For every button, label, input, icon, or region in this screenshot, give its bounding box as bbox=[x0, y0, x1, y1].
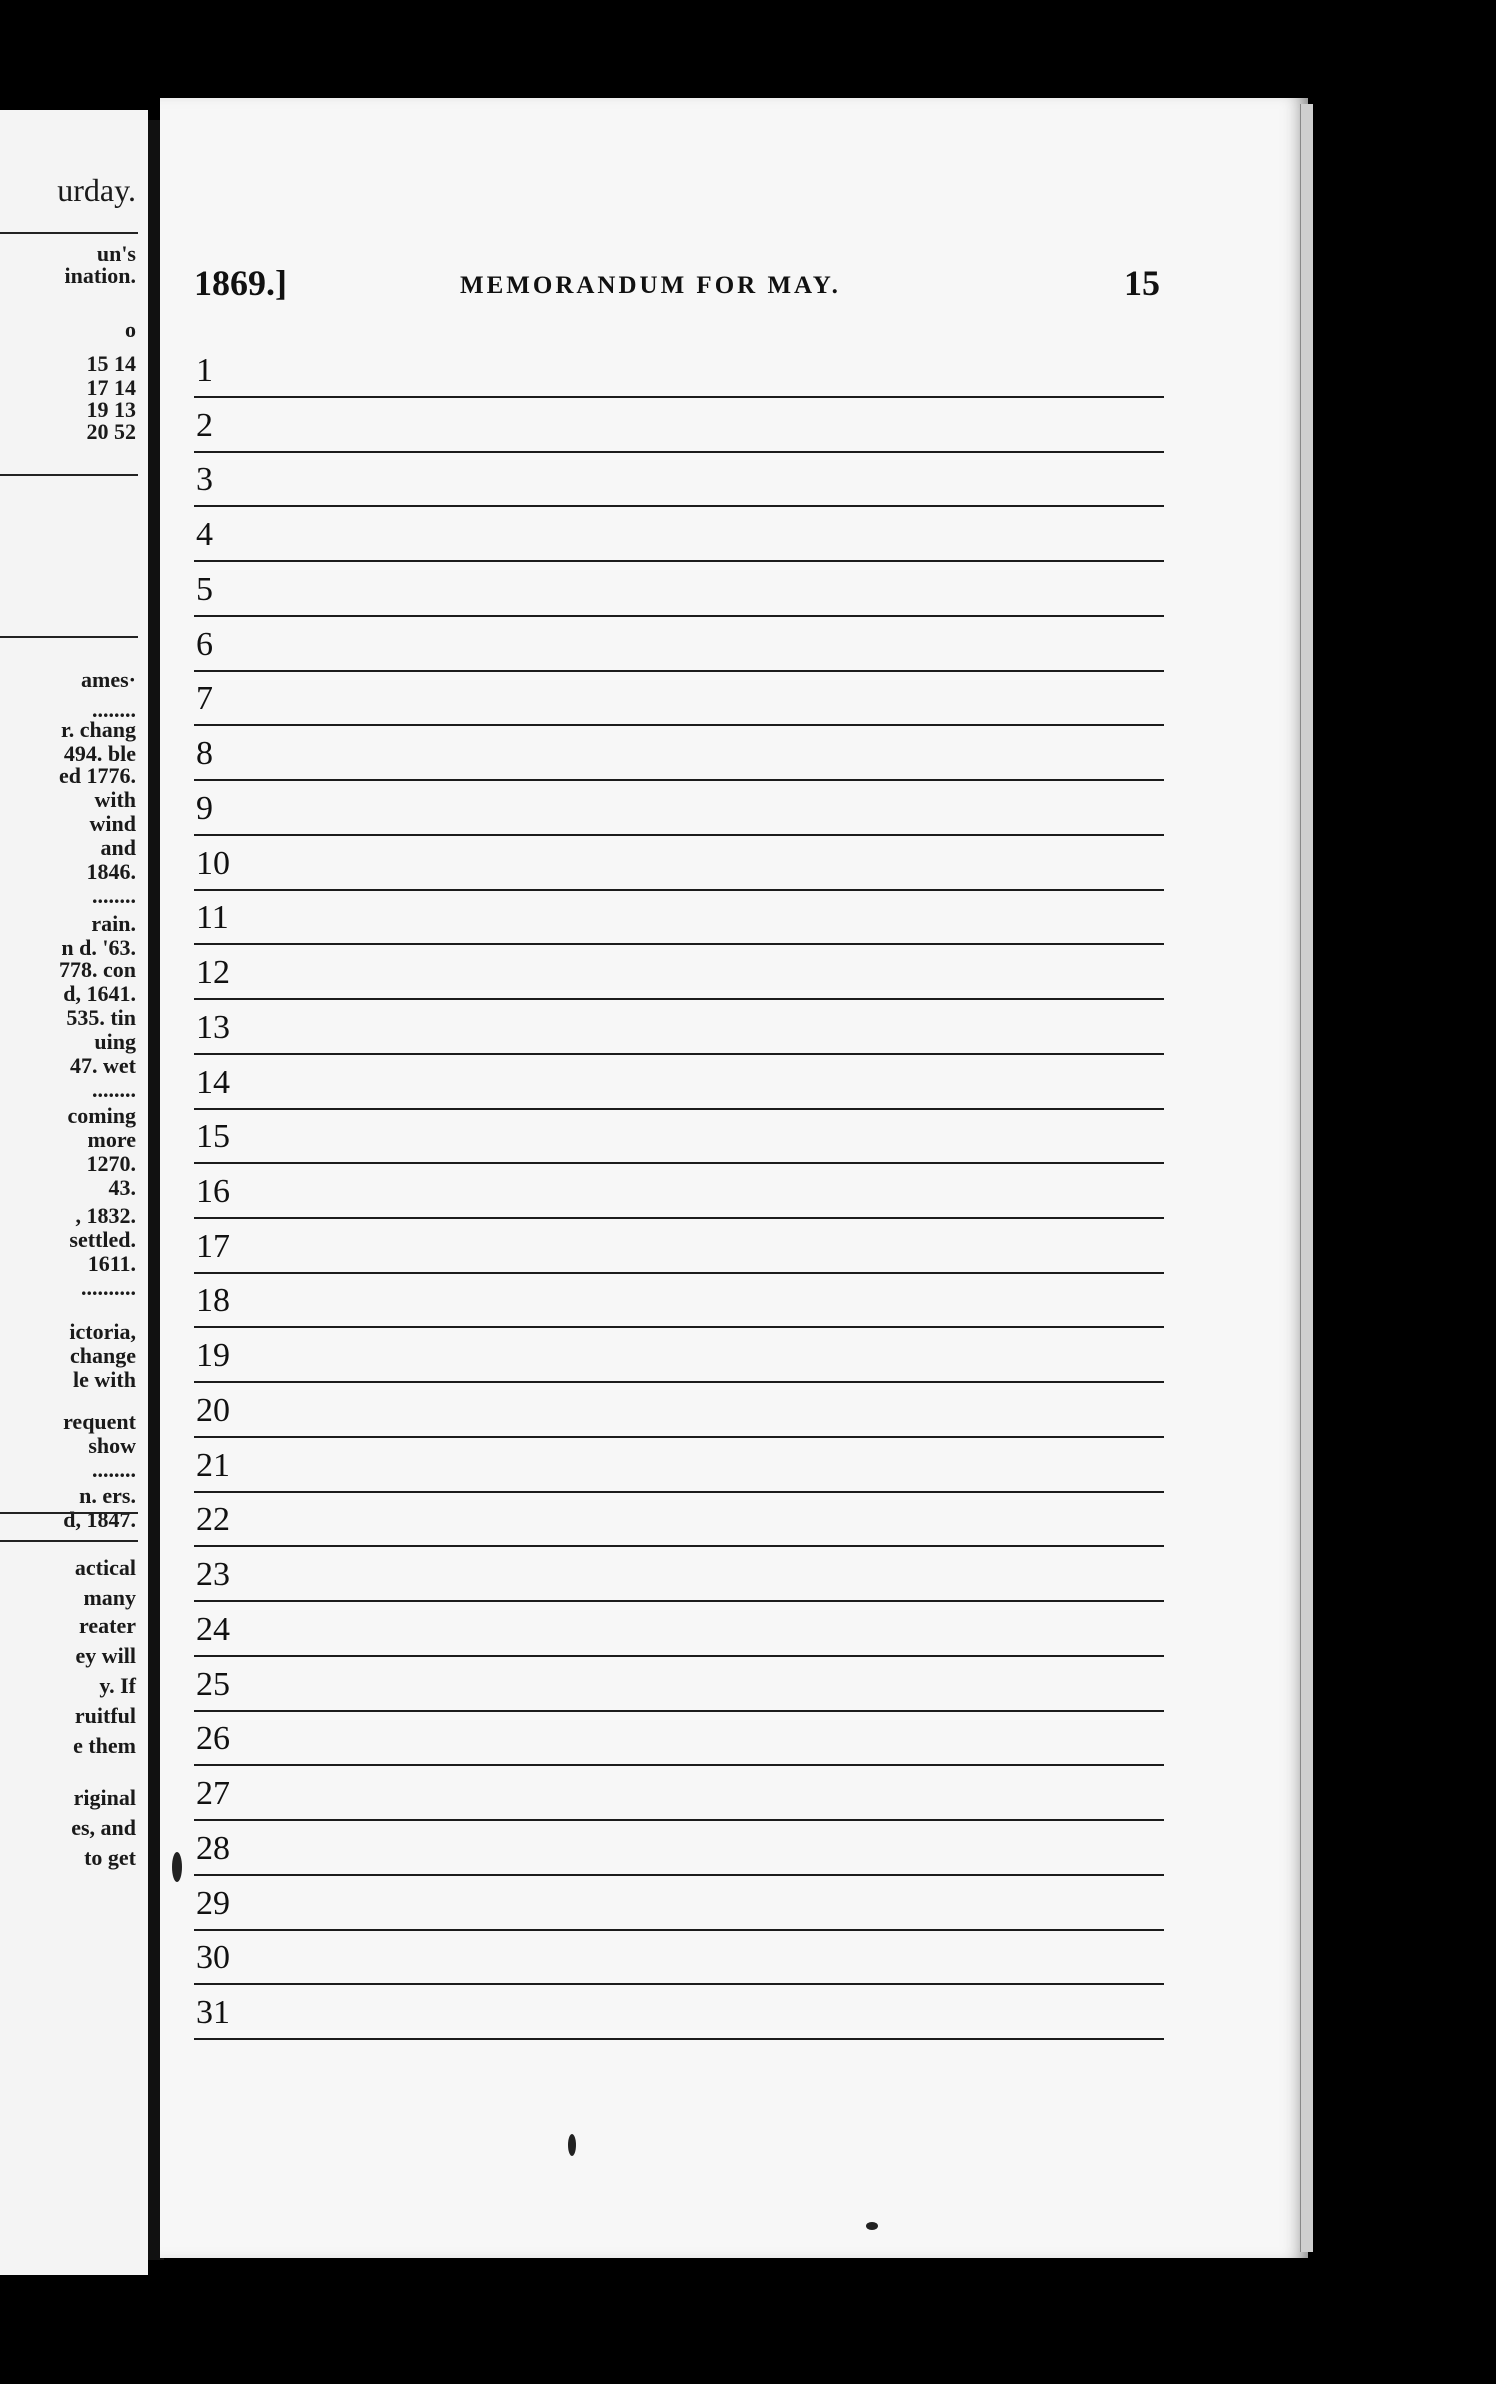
memo-line bbox=[194, 451, 1164, 453]
day-number: 5 bbox=[196, 571, 213, 608]
facing-page-line: coming bbox=[67, 1103, 136, 1128]
facing-page-line: 494. ble bbox=[63, 741, 136, 766]
facing-page-line: ination. bbox=[64, 263, 136, 288]
facing-page-line: y. If bbox=[99, 1673, 136, 1698]
facing-page-line: 43. bbox=[108, 1175, 136, 1200]
day-number: 25 bbox=[196, 1666, 230, 1703]
memo-line bbox=[194, 834, 1164, 836]
memo-line bbox=[194, 1381, 1164, 1383]
day-number: 9 bbox=[196, 790, 213, 827]
ink-speck bbox=[568, 2134, 576, 2156]
day-number: 4 bbox=[196, 516, 213, 553]
running-head-year: 1869.] bbox=[194, 263, 287, 303]
day-number: 30 bbox=[196, 1939, 230, 1976]
facing-page-line: to get bbox=[84, 1845, 136, 1870]
facing-page-line: e them bbox=[73, 1733, 136, 1758]
facing-page-rule bbox=[0, 1512, 138, 1514]
day-number: 21 bbox=[196, 1447, 230, 1484]
facing-page-line: 1611. bbox=[87, 1251, 136, 1276]
memo-line bbox=[194, 1600, 1164, 1602]
facing-page-line: 47. wet bbox=[70, 1053, 136, 1078]
facing-page-line: .......... bbox=[81, 1275, 136, 1300]
memo-line bbox=[194, 1983, 1164, 1985]
facing-page-line: n d. '63. bbox=[61, 935, 136, 960]
memorandum-page bbox=[160, 98, 1308, 2258]
facing-page-line: with bbox=[94, 787, 136, 812]
day-number: 23 bbox=[196, 1556, 230, 1593]
page-edge bbox=[1300, 104, 1313, 2252]
facing-page-line: 15 14 bbox=[86, 351, 136, 376]
facing-page-line: d, 1847. bbox=[63, 1507, 136, 1532]
memo-line bbox=[194, 943, 1164, 945]
memo-line bbox=[194, 670, 1164, 672]
day-number: 8 bbox=[196, 735, 213, 772]
facing-page-line: o bbox=[125, 317, 136, 342]
memo-line bbox=[194, 615, 1164, 617]
memo-line bbox=[194, 396, 1164, 398]
facing-page-line: un's bbox=[96, 241, 136, 266]
day-number: 26 bbox=[196, 1720, 230, 1757]
facing-page-line: r. chang bbox=[61, 717, 136, 742]
day-number: 20 bbox=[196, 1392, 230, 1429]
memo-line bbox=[194, 560, 1164, 562]
ink-speck bbox=[866, 2222, 878, 2230]
memo-line bbox=[194, 1764, 1164, 1766]
day-number: 17 bbox=[196, 1228, 230, 1265]
day-number: 24 bbox=[196, 1611, 230, 1648]
facing-page-line: more bbox=[87, 1127, 136, 1152]
day-number: 12 bbox=[196, 954, 230, 991]
facing-page-line: 535. tin bbox=[66, 1005, 136, 1030]
day-number: 14 bbox=[196, 1064, 230, 1101]
facing-page-line: ........ bbox=[92, 883, 136, 908]
memo-line bbox=[194, 1326, 1164, 1328]
facing-page-line: show bbox=[88, 1433, 136, 1458]
facing-page-line: n. ers. bbox=[79, 1483, 136, 1508]
facing-page-line: settled. bbox=[69, 1227, 136, 1252]
facing-page-line: ........ bbox=[92, 1457, 136, 1482]
memo-line bbox=[194, 1053, 1164, 1055]
ink-speck bbox=[172, 1852, 182, 1882]
facing-page-line: 17 14 bbox=[86, 375, 136, 400]
day-number: 6 bbox=[196, 626, 213, 663]
facing-page-line: es, and bbox=[71, 1815, 136, 1840]
day-number: 28 bbox=[196, 1830, 230, 1867]
facing-page-line: ruitful bbox=[74, 1703, 136, 1728]
memo-line bbox=[194, 1929, 1164, 1931]
memo-line bbox=[194, 1108, 1164, 1110]
facing-page-line: reater bbox=[79, 1613, 136, 1638]
facing-page-line: 1846. bbox=[86, 859, 136, 884]
day-number: 2 bbox=[196, 407, 213, 444]
facing-page-line: ames· bbox=[81, 667, 136, 692]
facing-page-rule bbox=[0, 232, 138, 234]
day-number: 31 bbox=[196, 1994, 230, 2031]
facing-page-line: uing bbox=[94, 1029, 136, 1054]
facing-page-line: change bbox=[70, 1343, 136, 1368]
memo-line bbox=[194, 1819, 1164, 1821]
day-number: 11 bbox=[196, 899, 229, 936]
page-number: 15 bbox=[1124, 263, 1160, 303]
memo-line bbox=[194, 724, 1164, 726]
memo-line bbox=[194, 889, 1164, 891]
facing-page-line: ........ bbox=[92, 697, 136, 722]
facing-page bbox=[0, 110, 148, 2275]
memo-line bbox=[194, 1272, 1164, 1274]
memo-line bbox=[194, 1655, 1164, 1657]
memo-line bbox=[194, 1217, 1164, 1219]
day-number: 10 bbox=[196, 845, 230, 882]
facing-page-line: d, 1641. bbox=[63, 981, 136, 1006]
memo-line bbox=[194, 1545, 1164, 1547]
facing-page-line: 20 52 bbox=[86, 419, 136, 444]
facing-page-line: and bbox=[100, 835, 136, 860]
memo-line bbox=[194, 1874, 1164, 1876]
day-number: 15 bbox=[196, 1118, 230, 1155]
facing-page-line: ictoria, bbox=[69, 1319, 136, 1344]
memo-line bbox=[194, 2038, 1164, 2040]
memo-line bbox=[194, 1162, 1164, 1164]
day-number: 3 bbox=[196, 461, 213, 498]
day-number: 7 bbox=[196, 680, 213, 717]
day-number: 27 bbox=[196, 1775, 230, 1812]
day-number: 19 bbox=[196, 1337, 230, 1374]
facing-page-line: 19 13 bbox=[86, 397, 136, 422]
memo-line bbox=[194, 998, 1164, 1000]
facing-page-line: requent bbox=[63, 1409, 136, 1434]
day-number: 29 bbox=[196, 1885, 230, 1922]
facing-page-rule bbox=[0, 1540, 138, 1542]
facing-page-line: , 1832. bbox=[75, 1203, 136, 1228]
day-number: 1 bbox=[196, 352, 213, 389]
facing-page-rule bbox=[0, 474, 138, 476]
memo-line bbox=[194, 505, 1164, 507]
facing-page-line: actical bbox=[74, 1555, 136, 1580]
facing-page-line: ey will bbox=[75, 1643, 136, 1668]
facing-page-line: riginal bbox=[73, 1785, 136, 1810]
memo-line bbox=[194, 1710, 1164, 1712]
facing-page-line: 778. con bbox=[59, 957, 136, 982]
day-number: 13 bbox=[196, 1009, 230, 1046]
day-number: 22 bbox=[196, 1501, 230, 1538]
memo-line bbox=[194, 1491, 1164, 1493]
facing-page-line: urday. bbox=[57, 172, 136, 208]
facing-page-line: 1270. bbox=[86, 1151, 136, 1176]
facing-page-line: wind bbox=[89, 811, 136, 836]
facing-page-rule bbox=[0, 636, 138, 638]
facing-page-line: ........ bbox=[92, 1077, 136, 1102]
facing-page-line: rain. bbox=[91, 911, 136, 936]
facing-page-line: many bbox=[83, 1585, 136, 1610]
facing-page-line: ed 1776. bbox=[59, 763, 136, 788]
page-title: MEMORANDUM FOR MAY. bbox=[460, 272, 841, 299]
memo-line bbox=[194, 1436, 1164, 1438]
day-number: 18 bbox=[196, 1282, 230, 1319]
facing-page-line: le with bbox=[73, 1367, 136, 1392]
memo-line bbox=[194, 779, 1164, 781]
day-number: 16 bbox=[196, 1173, 230, 1210]
